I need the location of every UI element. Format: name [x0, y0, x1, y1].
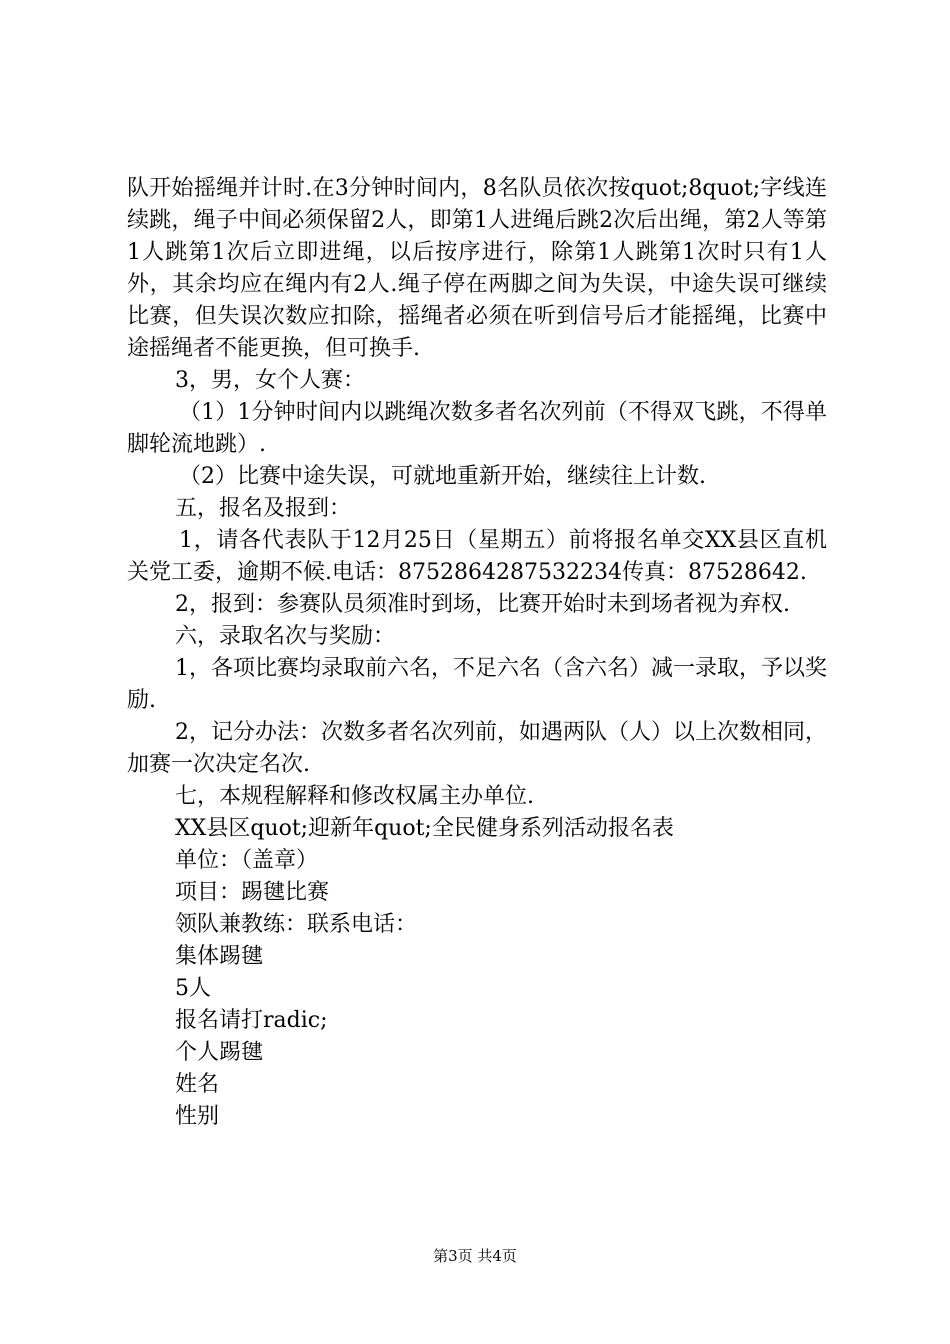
paragraph-individual-heading: 3，男，女个人赛：	[175, 368, 365, 393]
form-team-size: 5人	[175, 976, 211, 1001]
form-event-line: 项目：踢毽比赛	[175, 880, 330, 905]
paragraph-registration-deadline: 1，请各代表队于12月25日（星期五）前将报名单交XX县区直机关党工委，逾期不候.电话：8752864287532234传真：87528642.	[127, 528, 827, 585]
page-footer: 第3页 共4页	[433, 1247, 517, 1265]
form-check-instruction: 报名请打radic;	[175, 1008, 328, 1033]
paragraph-check-in: 2，报到：参赛队员须准时到场，比赛开始时未到场者视为弃权.	[175, 592, 790, 617]
form-gender-column: 性别	[175, 1104, 220, 1129]
section-heading-awards: 六，录取名次与奖励：	[175, 624, 396, 649]
document-body	[127, 173, 827, 1133]
form-title: XX县区quot;迎新年quot;全民健身系列活动报名表	[175, 816, 674, 841]
form-leader-line: 领队兼教练：联系电话：	[175, 912, 418, 937]
form-group-kick: 集体踢毽	[175, 944, 264, 969]
paragraph-individual-rule-2: （2）比赛中途失误，可就地重新开始，继续往上计数.	[179, 464, 706, 489]
form-individual-kick: 个人踢毽	[175, 1040, 264, 1065]
section-heading-interpretation: 七，本规程解释和修改权属主办单位.	[175, 784, 534, 809]
form-name-column: 姓名	[175, 1072, 220, 1097]
paragraph-rope-relay-rules: 队开始摇绳并计时.在3分钟时间内，8名队员依次按quot;8quot;字线连续跳，绳子中间必须保留2人，即第1人进绳后跳2次后出绳，第2人等第1人跳第1次后立即进绳，以后按序进行，除第1人跳第1次时只有1人外，其余均应在绳内有2人.绳子停在两脚之间为失误，中途失误可继续比赛，但失误次数应扣除，摇绳者必须在听到信号后才能摇绳，比赛中途摇绳者不能更换，但可换手.	[127, 176, 827, 361]
paragraph-awards-rule: 1，各项比赛均录取前六名，不足六名（含六名）减一录取，予以奖励.	[127, 656, 827, 713]
paragraph-scoring-method: 2，记分办法：次数多者名次列前，如遇两队（人）以上次数相同，加赛一次决定名次.	[127, 720, 827, 777]
paragraph-individual-rule-1: （1）1分钟时间内以跳绳次数多者名次列前（不得双飞跳，不得单脚轮流地跳）.	[127, 400, 827, 457]
section-heading-registration: 五，报名及报到：	[175, 496, 352, 521]
form-unit-line: 单位：（盖章）	[175, 848, 319, 873]
